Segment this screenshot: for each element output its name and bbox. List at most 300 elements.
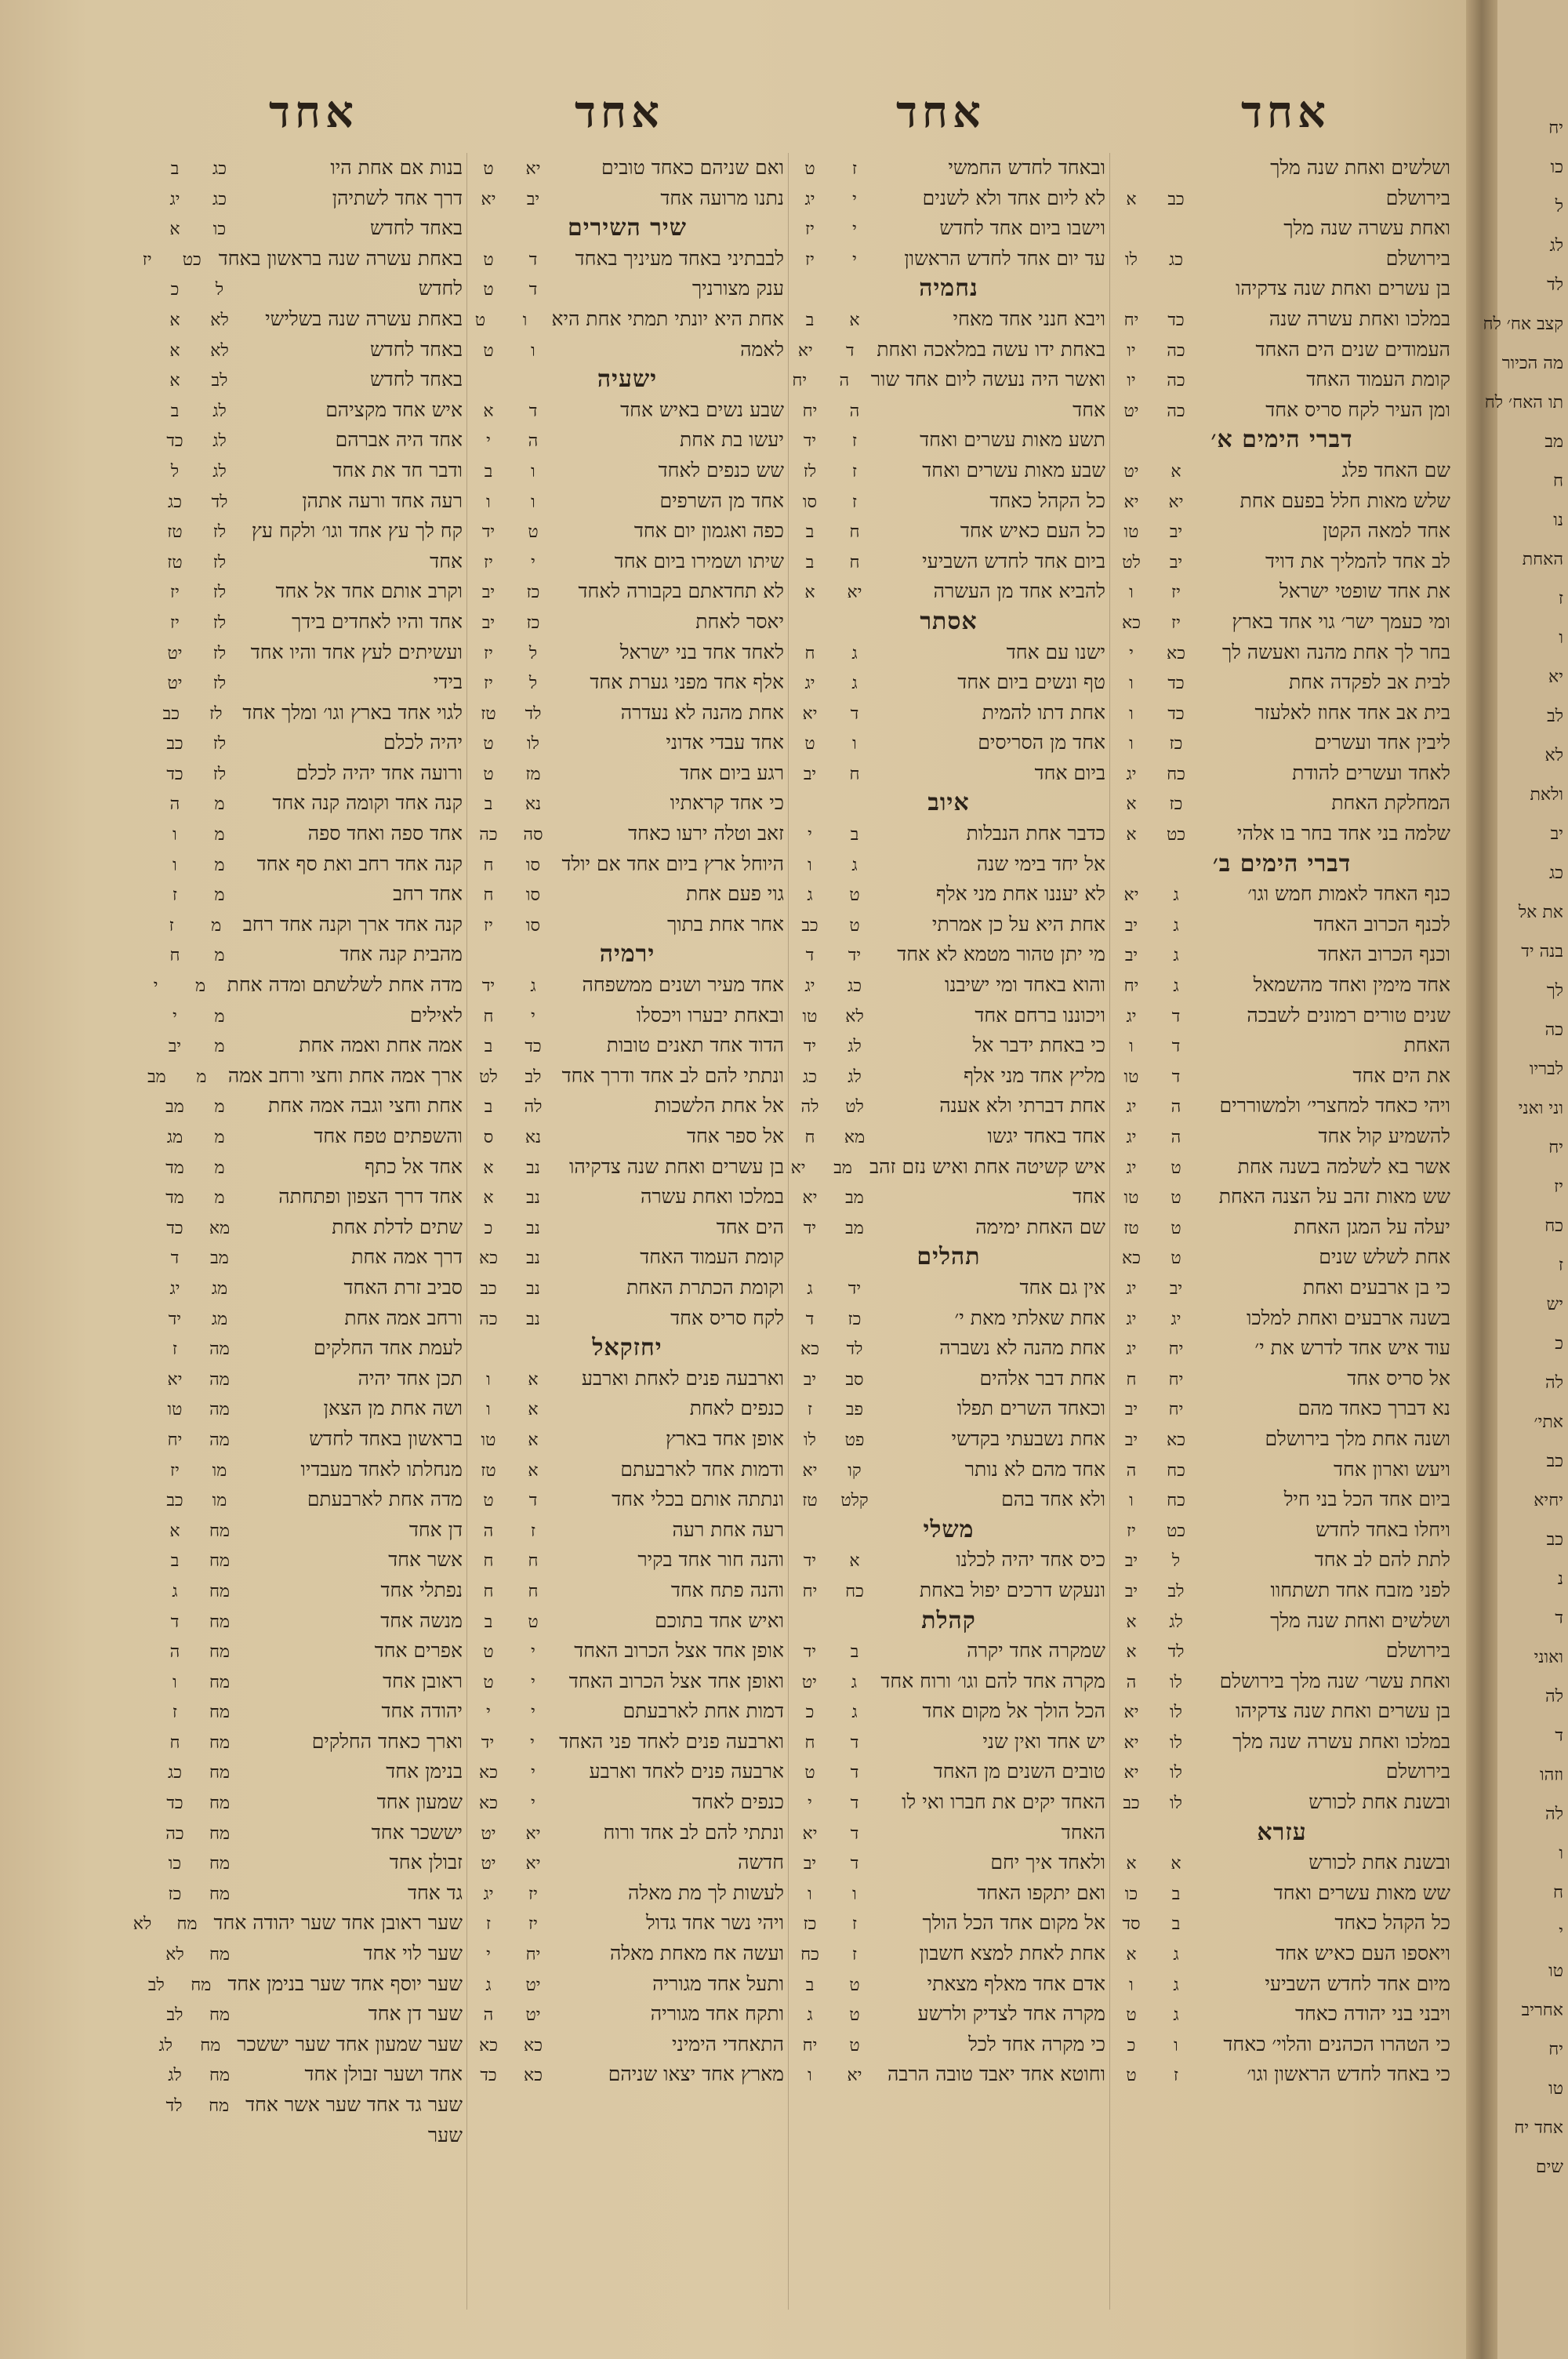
chapter-number: נב [526, 1218, 540, 1238]
entry-text: מיום אחד לחדש השביעי [1265, 1972, 1450, 1995]
verse-number: ט [483, 1491, 494, 1511]
verse-number: כד [166, 431, 183, 452]
chapter-number: לב [1167, 1581, 1185, 1601]
concordance-entry [470, 698, 784, 729]
concordance-entry [1113, 819, 1450, 849]
verse-number: לד [165, 2096, 183, 2116]
book-heading-text: נחמיה [919, 274, 978, 303]
adjacent-page-fragment: כו [1550, 158, 1563, 177]
entry-text: בנות אם אחת היו [330, 156, 463, 179]
book-heading-text: אסתר [920, 607, 978, 635]
book-heading [470, 365, 784, 395]
entry-text: ואחת עשר׳ שנה מלך בירושלם [1219, 1669, 1450, 1692]
entry-text: ונתתה אותם בכלי אחד [612, 1488, 784, 1511]
chapter-number: ז [530, 1521, 536, 1541]
adjacent-page-fragment: ו [1559, 1844, 1563, 1863]
chapter-number: מו [212, 1491, 227, 1511]
chapter-number: לו [1170, 1672, 1182, 1692]
concordance-entry [157, 910, 463, 940]
verse-number: טז [481, 703, 496, 724]
entry-text: ושלשים ואחת שנה מלך [1270, 1608, 1450, 1632]
concordance-entry [157, 1182, 463, 1212]
entry-text: יעלה על המגן האחת [1294, 1215, 1450, 1238]
entry-text: האחד יקים את חברו ואי לו [902, 1790, 1105, 1814]
concordance-entry [470, 1757, 784, 1787]
book-heading [470, 213, 784, 244]
chapter-number: לג [212, 401, 227, 421]
concordance-entry [157, 607, 463, 638]
chapter-number: י [531, 1006, 535, 1027]
book-heading-text: ירמיה [599, 940, 655, 969]
entry-text: אופן אחד בארץ [666, 1427, 784, 1450]
concordance-entry [792, 1212, 1105, 1243]
entry-text: לחדש [418, 277, 463, 300]
chapter-number: ו [531, 492, 535, 512]
entry-text: אחד [1073, 398, 1105, 421]
concordance-entry [792, 1999, 1105, 2030]
chapter-number: ב [1171, 1884, 1181, 1904]
verse-number: לא [132, 1914, 152, 1935]
concordance-entry [792, 758, 1105, 789]
verse-number: ט [483, 764, 494, 784]
verse-number: א [1126, 794, 1137, 815]
chapter-number: ט [849, 885, 860, 906]
chapter-number: כג [1168, 249, 1183, 270]
chapter-number: כד [1167, 674, 1185, 694]
concordance-entry [470, 879, 784, 910]
concordance-entry [470, 184, 784, 214]
entry-text: אחד עבדי אדוני [666, 731, 784, 754]
chapter-number: ז [851, 159, 858, 179]
verse-number: כד [166, 1794, 183, 1814]
concordance-entry [792, 1394, 1105, 1424]
entry-text: ורחב אמה אחת [344, 1306, 463, 1329]
verse-number: לו [804, 1430, 816, 1450]
verse-number: יג [1126, 1309, 1137, 1329]
adjacent-page-fragment: ד [1555, 1726, 1563, 1746]
concordance-entry [1113, 184, 1450, 214]
chapter-number: נב [526, 1188, 540, 1209]
adjacent-page-fragment: ז [1558, 589, 1563, 609]
entry-text: קומת העמוד האחד [1306, 368, 1450, 391]
entry-text: אחד באחד יגשו [987, 1125, 1105, 1147]
chapter-number: כז [526, 583, 540, 603]
verse-number: כז [803, 1914, 817, 1935]
running-head-col-2: אחד [895, 86, 986, 138]
verse-number: טו [167, 1400, 183, 1420]
verse-number: לב [166, 2005, 183, 2026]
verse-number: ב [805, 522, 815, 543]
concordance-entry [792, 1152, 1105, 1183]
verse-number: יב [1124, 915, 1138, 936]
verse-number: טז [1123, 1218, 1139, 1238]
verse-number: ט [1126, 2005, 1137, 2026]
chapter-number: יא [525, 1854, 541, 1874]
concordance-entry [157, 1999, 463, 2030]
verse-number: כ [1127, 2035, 1136, 2055]
chapter-number: ג [851, 674, 858, 694]
verse-number: יב [803, 1854, 817, 1874]
entry-text: מנחלתו לאחד מעבדיו [300, 1457, 463, 1481]
concordance-column-3 [470, 153, 784, 2317]
entry-text: ביום אחד [1034, 761, 1105, 784]
concordance-entry [1113, 1121, 1450, 1152]
chapter-number: לד [1167, 1642, 1185, 1663]
concordance-entry [157, 1757, 463, 1787]
entry-text: ליבין אחד ועשרים [1314, 731, 1450, 754]
entry-text: אחת דבר אלהים [979, 1366, 1105, 1390]
chapter-number: כו [212, 220, 227, 240]
verse-number: יז [142, 249, 152, 270]
verse-number: י [486, 431, 491, 452]
verse-number: כה [479, 825, 498, 845]
concordance-entry [1113, 1182, 1450, 1212]
verse-number: ג [807, 885, 813, 906]
concordance-entry [470, 1787, 784, 1818]
chapter-number: סו [525, 915, 541, 936]
concordance-entry [1113, 1485, 1450, 1515]
book-heading-text: שיר השירים [568, 214, 687, 242]
concordance-entry [157, 1787, 463, 1818]
entry-text: באחת ידו עשה במלאכה ואחת [877, 337, 1105, 361]
verse-number: כב [166, 734, 183, 754]
chapter-number: לג [1169, 1612, 1183, 1632]
concordance-entry [792, 153, 1105, 184]
concordance-entry [157, 1001, 463, 1031]
verse-number: ט [483, 1642, 494, 1663]
verse-number: יג [804, 189, 815, 209]
concordance-entry [470, 607, 784, 638]
concordance-entry [1113, 1999, 1450, 2030]
concordance-entry [792, 1636, 1105, 1667]
chapter-number: ד [850, 1823, 859, 1844]
chapter-number: ד [528, 280, 538, 300]
book-heading-text: ישעיה [597, 365, 658, 394]
verse-number: יט [801, 1672, 817, 1692]
chapter-number: י [531, 1703, 535, 1723]
verse-number: ו [486, 492, 491, 512]
concordance-entry [792, 1485, 1105, 1515]
verse-number: כב [1123, 1794, 1140, 1814]
concordance-column-1 [1113, 153, 1450, 2317]
book-heading-text: משלי [923, 1515, 975, 1543]
verse-number: טז [167, 552, 183, 572]
concordance-entry [792, 667, 1105, 698]
verse-number: מב [165, 1097, 184, 1118]
chapter-number: יא [847, 2066, 862, 2086]
chapter-number: ה [528, 431, 539, 452]
verse-number: יד [803, 1551, 817, 1572]
entry-text: ועשה אח מאחת מאלה [609, 1942, 784, 1965]
concordance-entry [470, 2059, 784, 2090]
concordance-entry [157, 1576, 463, 1606]
chapter-number: ג [851, 643, 858, 663]
entry-text: עד יום אחד לחדש הראשון [904, 246, 1105, 270]
entry-text: שבע מאות עשרים ואחד [922, 458, 1105, 482]
verse-number: ח [804, 643, 815, 663]
concordance-entry [792, 1091, 1105, 1121]
entry-text: שמקרה אחד יקרה [967, 1639, 1105, 1663]
verse-number: י [486, 1703, 491, 1723]
chapter-number: פב [845, 1400, 864, 1420]
concordance-entry [1113, 788, 1450, 819]
chapter-number: ל [1171, 1551, 1181, 1572]
entry-text: אפרים אחד [374, 1639, 463, 1663]
verse-number: כא [479, 1763, 498, 1783]
concordance-entry [792, 486, 1105, 517]
entry-text: והשפתים טפח אחד [314, 1125, 463, 1147]
concordance-entry [1113, 304, 1450, 335]
verse-number: יג [1126, 1006, 1137, 1027]
entry-text: כי בן ארבעים ואחת [1302, 1275, 1450, 1299]
concordance-entry [1113, 1424, 1450, 1455]
verse-number: יג [169, 189, 180, 209]
verse-number: א [169, 310, 180, 330]
chapter-number: סו [525, 885, 541, 906]
entry-text: נא דברך כאחד מהם [1298, 1397, 1450, 1420]
chapter-number: ב [850, 1642, 859, 1663]
verse-number: יא [1123, 885, 1139, 906]
concordance-entry [157, 365, 463, 395]
adjacent-page-fragment: בנה יד [1521, 942, 1563, 961]
concordance-entry [470, 849, 784, 880]
verse-number: ח [483, 855, 494, 875]
entry-text: כנפים לאחד [691, 1790, 784, 1814]
entry-text: עוד איש אחד לדרש את י׳ [1254, 1336, 1450, 1360]
concordance-entry [792, 1424, 1105, 1455]
concordance-entry [792, 819, 1105, 849]
entry-text: באחת עשרה שנה בראשון באחד [218, 246, 463, 270]
chapter-number: לד [846, 1339, 863, 1360]
chapter-number: א [849, 1551, 860, 1572]
verse-number: ז [172, 1339, 178, 1360]
entry-text: קנה אחד רחב ואת סף אחד [256, 852, 463, 875]
verse-number: יג [1126, 1278, 1137, 1299]
chapter-number: כב [1167, 189, 1185, 209]
chapter-number: ו [522, 310, 528, 330]
entry-text: במלכו ואחת עשרה שנה [1269, 307, 1450, 330]
column-rule [788, 153, 789, 2310]
chapter-number: נא [524, 794, 542, 815]
concordance-entry [157, 547, 463, 577]
entry-text: אחת מהנה לא נשברה [939, 1336, 1105, 1360]
entry-text: לפני מזבח אחד תשתחוו [1270, 1578, 1450, 1601]
verse-number: א [1126, 825, 1137, 845]
verse-number: לג [168, 2066, 182, 2086]
chapter-number: לא [845, 1006, 864, 1027]
entry-text: ודבר חד את אחד [332, 458, 463, 482]
concordance-entry [470, 1030, 784, 1061]
verse-number: ט [474, 310, 486, 330]
chapter-number: יא [1168, 492, 1184, 512]
chapter-number: ד [850, 1854, 859, 1874]
concordance-entry [1113, 1908, 1450, 1939]
concordance-entry [1113, 1787, 1450, 1818]
concordance-entry [1113, 638, 1450, 668]
entry-text: אשר בא לשלמה בשנה אחת [1237, 1154, 1450, 1178]
verse-number: ז [172, 1703, 178, 1723]
entry-text: אל סריס אחד [1347, 1366, 1450, 1390]
chapter-number: מ [214, 855, 225, 875]
verse-number: ה [1126, 1672, 1137, 1692]
entry-text: וארבעה פנים לאחת וארבע [581, 1366, 784, 1390]
concordance-entry [1113, 213, 1450, 244]
verse-number: כה [479, 1309, 498, 1329]
chapter-number: ח [528, 1581, 539, 1601]
chapter-number: מ [214, 794, 225, 815]
verse-number: יט [167, 643, 183, 663]
chapter-number: כה [1167, 340, 1185, 361]
concordance-entry [470, 728, 784, 758]
concordance-entry [147, 1969, 463, 2000]
entry-text: באחד לחדש [369, 368, 463, 391]
entry-text: וקרב אותם אחד אל אחד [275, 580, 463, 603]
verse-number: יב [1124, 1551, 1138, 1572]
book-heading-text: איוב [927, 789, 970, 817]
entry-text: ואשר היה נעשה ליום אחד שור [870, 368, 1105, 391]
adjacent-page-fragment: ח [1552, 471, 1563, 491]
verse-number: ו [1129, 734, 1134, 754]
concordance-entry [792, 2059, 1105, 2090]
concordance-entry [792, 516, 1105, 547]
chapter-number: מח [209, 1551, 230, 1572]
verse-number: יא [790, 1158, 806, 1178]
chapter-number: סה [523, 825, 543, 845]
concordance-entry [157, 2030, 463, 2060]
verse-number: יב [1124, 946, 1138, 966]
entry-text: אחד דרך הצפון ופתחתה [278, 1185, 463, 1209]
concordance-entry [1113, 1091, 1450, 1121]
concordance-entry [1113, 1455, 1450, 1485]
verse-number: ט [804, 159, 815, 179]
verse-number: מד [165, 1188, 184, 1209]
entry-text: ועשיתים לעץ אחד והיו אחד [250, 640, 463, 663]
chapter-number: ג [1173, 976, 1179, 997]
entry-text: גד אחד [407, 1881, 463, 1904]
adjacent-page-fragment: את אל [1518, 903, 1563, 922]
entry-text: לאמה [740, 337, 784, 361]
verse-number: טז [802, 1491, 818, 1511]
chapter-number: ו [1174, 2035, 1178, 2055]
concordance-entry [470, 1273, 784, 1303]
concordance-entry [157, 940, 463, 970]
adjacent-page-fragment: יב [1550, 824, 1563, 844]
concordance-entry [792, 1030, 1105, 1061]
entry-text: ישנו עם אחד [1006, 640, 1105, 663]
concordance-entry [470, 1212, 784, 1243]
concordance-entry [470, 1424, 784, 1455]
entry-text: קנה אחד וקומה קנה אחד [272, 791, 463, 815]
concordance-entry [792, 940, 1105, 970]
chapter-number: י [852, 220, 857, 240]
verse-number: ס [483, 1128, 494, 1147]
verse-number: לא [165, 1945, 184, 1965]
verse-number: יד [481, 1732, 495, 1753]
entry-text: ובשנת אחת לכורש [1308, 1790, 1450, 1814]
adjacent-page-fragment: וני ואני [1518, 1099, 1563, 1118]
verse-number: כב [801, 915, 818, 936]
concordance-entry [792, 698, 1105, 729]
verse-number: ו [808, 2066, 812, 2086]
chapter-number: כא [1167, 643, 1185, 663]
entry-text: סביב זרת האחד [343, 1275, 463, 1299]
verse-number: טז [167, 522, 183, 543]
chapter-number: ז [851, 461, 858, 482]
concordance-entry [157, 2121, 463, 2151]
concordance-entry [1113, 1727, 1450, 1757]
concordance-entry [1113, 516, 1450, 547]
concordance-entry [792, 849, 1105, 880]
verse-number: ט [804, 1763, 815, 1783]
chapter-number: י [531, 1763, 535, 1783]
concordance-entry [157, 698, 463, 729]
entry-text: לעמת אחד החלקים [313, 1336, 463, 1360]
chapter-number: כד [524, 1037, 542, 1057]
verse-number: יג [169, 1278, 180, 1299]
chapter-number: ט [1171, 1188, 1181, 1209]
entry-text: ויעש וארון אחד [1334, 1457, 1450, 1481]
concordance-entry [470, 667, 784, 698]
chapter-number: כה [1167, 371, 1185, 391]
entry-text: ואחת עשרה שנה מלך [1283, 216, 1450, 240]
concordance-entry [1113, 607, 1450, 638]
entry-text: אחד רחב [393, 882, 463, 906]
verse-number: א [1126, 1945, 1137, 1965]
verse-number: ג [485, 1975, 492, 1995]
entry-text: לעשות לך מת מאלה [628, 1881, 784, 1904]
verse-number: יב [1124, 1430, 1138, 1450]
entry-text: שער שמעון אחד שער יששכר [237, 2032, 463, 2055]
chapter-number: ה [1171, 1128, 1181, 1147]
entry-text: האחת [1403, 1034, 1450, 1057]
verse-number: כד [166, 764, 183, 784]
chapter-number: כח [1167, 1491, 1185, 1511]
chapter-number: ו [531, 461, 535, 482]
chapter-number: ג [851, 1672, 858, 1692]
entry-text: נתנו מרועה אחד [660, 186, 784, 209]
concordance-entry [1113, 1939, 1450, 1969]
entry-text: בשנה ארבעים ואחת למלכו [1247, 1306, 1450, 1329]
verse-number: יא [802, 1823, 818, 1844]
concordance-entry [470, 1455, 784, 1485]
verse-number: ו [1129, 674, 1134, 694]
chapter-number: ג [1173, 885, 1179, 906]
verse-number: יא [1123, 1763, 1139, 1783]
chapter-number: לז [212, 552, 227, 572]
chapter-number: א [1171, 1854, 1181, 1874]
concordance-entry [1113, 1152, 1450, 1183]
entry-text: ושה אחת מן הצאן [323, 1397, 463, 1420]
entry-text: ורועה אחד יהיה לכלם [296, 761, 463, 784]
chapter-number: מה [209, 1400, 230, 1420]
chapter-number: ג [1173, 1945, 1179, 1965]
entry-text: אין גם אחד [1019, 1275, 1105, 1299]
concordance-entry [157, 1212, 463, 1243]
verse-number: ח [483, 1581, 494, 1601]
verse-number: יט [481, 1854, 496, 1874]
verse-number: כא [479, 1249, 498, 1269]
chapter-number: מח [209, 1794, 230, 1814]
verse-number: א [1126, 189, 1137, 209]
entry-text: קומת העמוד האחד [640, 1245, 784, 1269]
verse-number: ב [484, 1097, 493, 1118]
entry-text: התאחדי הימיני [672, 2032, 784, 2055]
concordance-entry [792, 1757, 1105, 1787]
verse-number: ו [1129, 1491, 1134, 1511]
concordance-entry [147, 1061, 463, 1092]
concordance-entry [157, 1667, 463, 1697]
adjacent-page-fragment: ל [1555, 197, 1563, 216]
